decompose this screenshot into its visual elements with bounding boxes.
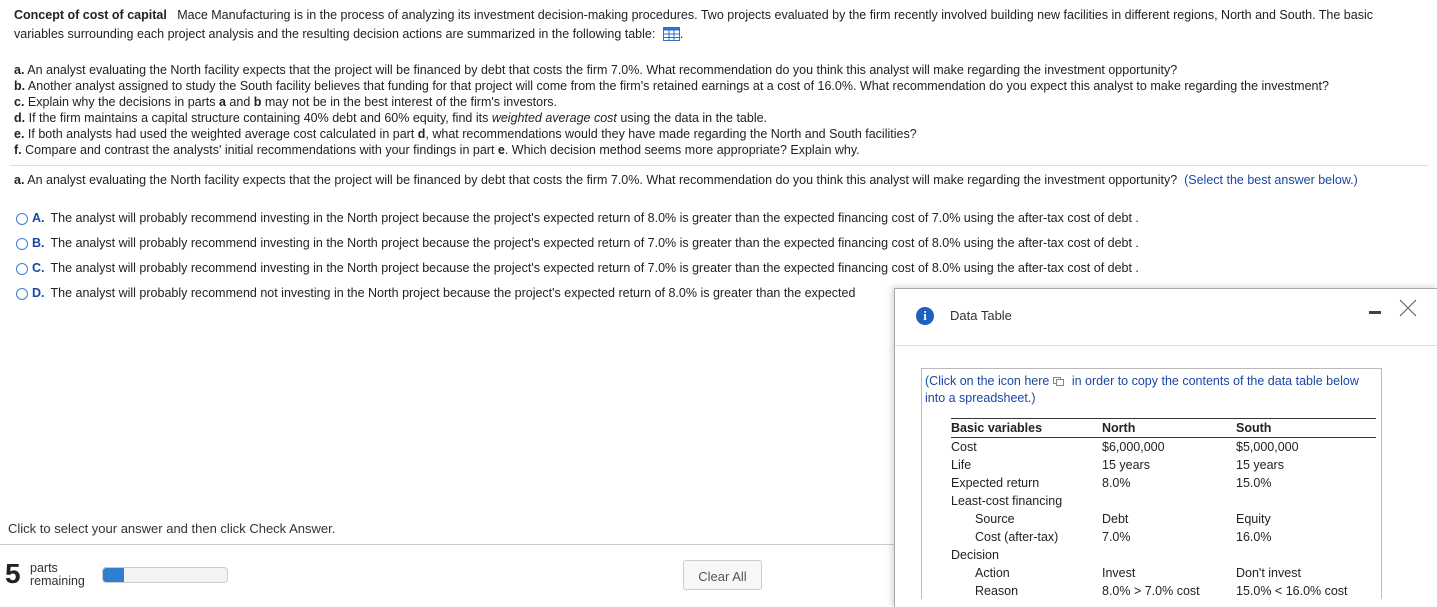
table-row (951, 582, 1376, 600)
data-table-panel (921, 368, 1382, 599)
table-cell-south: 16.0% (1236, 530, 1272, 544)
problem-text: Mace Manufacturing is in the process of analyzing its investment decision-making procedures. Two projects evaluated by the firm recently involved building new facilities in different regions, North and South. The basic variables surrounding each project analysis and the resulting decision actions are summarized in the following table: (14, 8, 1373, 41)
table-row (951, 438, 1376, 457)
current-question: a. An analyst evaluating the North facility expects that the project will be financed by debt that costs the firm 7.0%. What recommendation do you think this analyst will make regarding the investment opportunity? (Select the best answer below.) (14, 173, 1358, 187)
table-row (951, 510, 1376, 528)
part-e: e. If both analysts had used the weighted average cost calculated in part d, what recommendations would they have made regarding the North and South facilities? (14, 127, 917, 141)
radio-button-c[interactable] (16, 263, 28, 275)
table-cell-north: 8.0% (1102, 476, 1131, 490)
table-cell-label: Cost (951, 440, 977, 454)
option-b[interactable]: B. The analyst will probably recommend investing in the North project because the project's expected return of 7.0% is greater than the expected financing cost of 8.0% using the after-tax cost of debt . (16, 234, 1139, 252)
radio-button-b[interactable] (16, 238, 28, 250)
info-icon: i (916, 307, 934, 325)
header-basic-variables: Basic variables (951, 419, 1102, 438)
copy-instruction: (Click on the icon here in order to copy the contents of the data table below into a spreadsheet.) (925, 374, 1359, 405)
window-title: Data Table (950, 308, 1012, 323)
table-cell-north (1102, 492, 1236, 510)
radio-button-a[interactable] (16, 213, 28, 225)
problem-statement: Concept of cost of capital Mace Manufacturing is in the process of analyzing its investment decision-making procedures. Two projects evaluated by the firm recently involved building new facilities in different regions, North and South. The basic variables surrounding each project analysis and the resulting decision actions are summarized in the following table: . (14, 8, 1373, 41)
option-a[interactable]: A. The analyst will probably recommend investing in the North project because the project's expected return of 8.0% is greater than the expected financing cost of 7.0% using the after-tax cost of debt . (16, 209, 1139, 227)
close-icon[interactable] (1397, 297, 1419, 319)
part-b: b. Another analyst assigned to study the South facility believes that funding for that project will come from the firm's retained earnings at a cost of 16.0%. What recommendation do you expect this analyst to make regarding the investment? (14, 79, 1329, 93)
table-row (951, 546, 1376, 564)
part-a: a. An analyst evaluating the North facility expects that the project will be financed by debt that costs the firm 7.0%. What recommendation do you think this analyst will make regarding the investment opportunity? (14, 63, 1178, 77)
window-title-bar[interactable] (895, 289, 1437, 346)
data-table-icon[interactable] (663, 27, 680, 41)
part-d: d. If the firm maintains a capital structure containing 40% debt and 60% equity, find its weighted average cost using the data in the table. (14, 111, 768, 125)
table-cell-north: Debt (1102, 512, 1129, 526)
table-cell-label: Life (951, 458, 972, 472)
table-cell-label: Cost (after-tax) (975, 530, 1059, 544)
table-cell-south: 15.0% (1236, 476, 1272, 490)
basic-variables-table (951, 418, 1376, 600)
table-cell-south (1236, 492, 1376, 510)
part-c: c. Explain why the decisions in parts a and b may not be in the best interest of the firm's investors. (14, 95, 557, 109)
table-row (951, 456, 1376, 474)
table-cell-north: 7.0% (1102, 530, 1131, 544)
parts-list (14, 62, 1424, 158)
table-cell-north: $6,000,000 (1102, 440, 1165, 454)
table-row (951, 492, 1376, 510)
part-f: f. Compare and contrast the analysts' initial recommendations with your findings in part e. Which decision method seems more appropriate? Explain why. (14, 143, 860, 157)
radio-button-d[interactable] (16, 288, 28, 300)
table-cell-north: 8.0% > 7.0% cost (1102, 584, 1200, 598)
table-row (951, 528, 1376, 546)
parts-remaining-count: 5 (5, 558, 21, 589)
table-cell-south (1236, 546, 1376, 564)
table-cell-north (1102, 546, 1236, 564)
table-cell-south: 15.0% < 16.0% cost (1236, 584, 1348, 598)
divider (10, 165, 1428, 166)
progress-fill (103, 568, 124, 582)
table-cell-south: Don't invest (1236, 566, 1301, 580)
table-cell-label: Decision (951, 548, 999, 562)
clear-all-button[interactable]: Clear All (683, 560, 762, 590)
table-cell-label: Least-cost financing (951, 494, 1063, 508)
minimize-icon[interactable] (1369, 311, 1381, 314)
problem-title: Concept of cost of capital (14, 8, 167, 22)
table-cell-label: Reason (975, 584, 1019, 598)
table-header-row (951, 419, 1376, 438)
table-cell-south: 15 years (1236, 458, 1284, 472)
progress-bar (102, 567, 228, 583)
table-cell-label: Source (975, 512, 1015, 526)
table-cell-north: 15 years (1102, 458, 1150, 472)
question-hint: (Select the best answer below.) (1184, 173, 1358, 187)
table-row (951, 474, 1376, 492)
option-d[interactable]: D. The analyst will probably recommend not investing in the North project because the project's expected return of 8.0% is greater than the expected (16, 284, 855, 302)
table-cell-label: Action (975, 566, 1010, 580)
copy-icon[interactable] (1053, 374, 1064, 383)
table-row (951, 564, 1376, 582)
table-cell-south: Equity (1236, 512, 1271, 526)
data-table-window[interactable] (894, 288, 1437, 607)
parts-remaining-label: parts remaining (30, 561, 85, 588)
instruction-text: Click to select your answer and then click Check Answer. (8, 521, 336, 536)
table-cell-label: Expected return (951, 476, 1040, 490)
option-c[interactable]: C. The analyst will probably recommend investing in the North project because the project's expected return of 7.0% is greater than the expected financing cost of 8.0% using the after-tax cost of debt . (16, 259, 1139, 277)
header-south: South (1236, 419, 1376, 438)
header-north: North (1102, 419, 1236, 438)
table-cell-south: $5,000,000 (1236, 440, 1299, 454)
table-cell-north: Invest (1102, 566, 1136, 580)
